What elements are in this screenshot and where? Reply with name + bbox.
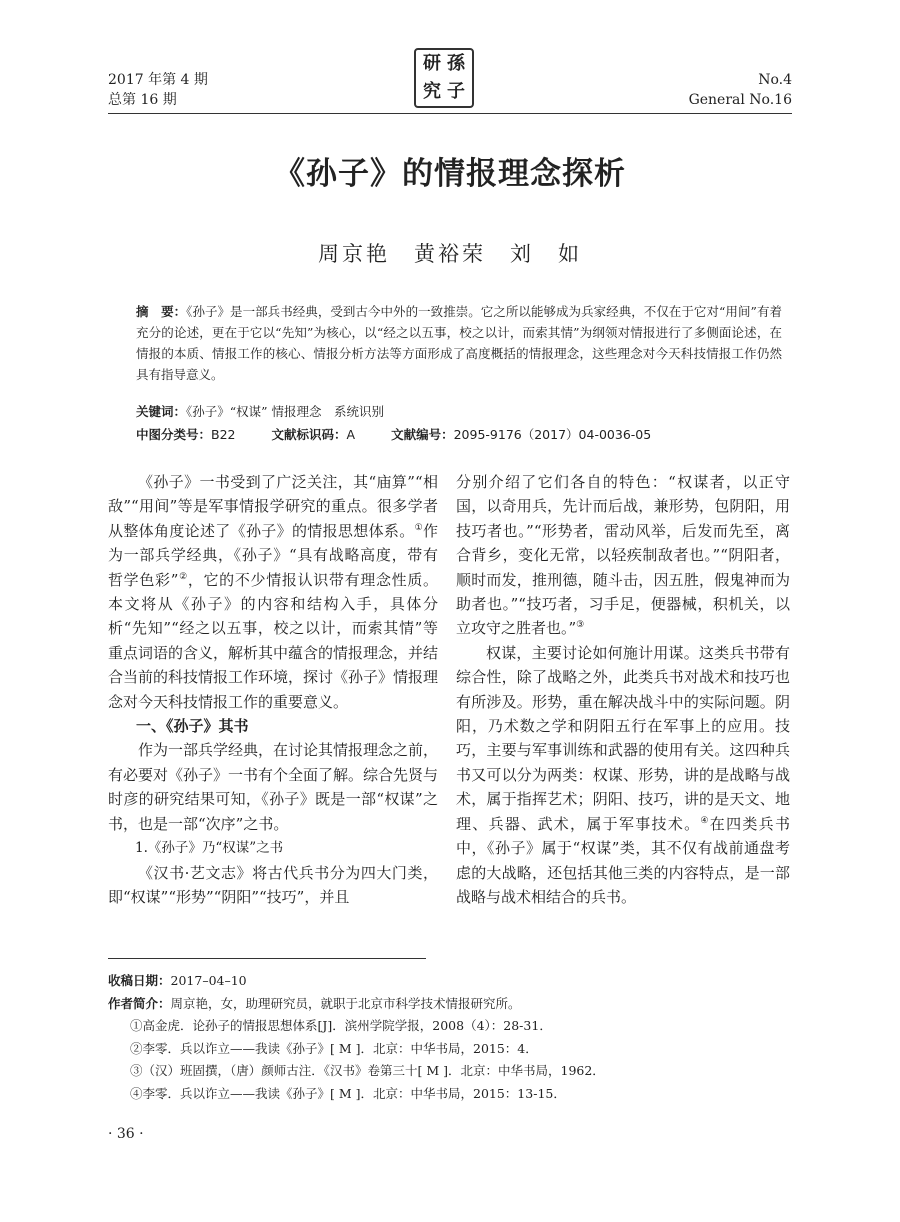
abstract-text: 《孙子》是一部兵书经典，受到古今中外的一致推崇。它之所以能够成为兵家经典，不仅在于它对“用间”有着充分的论述，更在于它以“先知”为核心，以“经之以五事，校之以计，而索其情”为纲领对情报进行了多侧面论述，在情报的本质、情报工作的核心、情报分析方法等方面形成了高度概括的情报理念，这些理念对今天科技情报工作仍然具有指导意义。 — [136, 304, 782, 382]
reference-item: ④李零．兵以诈立——我读《孙子》[ M ]．北京：中华书局，2015：13-15． — [130, 1085, 566, 1101]
logo-char: 孫 — [447, 53, 465, 74]
author-value: 周京艳，女，助理研究员，就职于北京市科学技术情报研究所。 — [170, 995, 521, 1011]
header-left — [108, 70, 208, 110]
footnote-ref: ① — [414, 522, 423, 533]
issue-year: 2017 年第 4 期 — [108, 72, 208, 88]
footnote-ref: ③ — [576, 620, 585, 631]
article-no-label: 文献编号： — [391, 427, 454, 442]
keywords-text: 《孙子》“权谋” 情报理念 系统识别 — [186, 404, 385, 419]
footnote-rule — [108, 958, 426, 959]
logo-char: 子 — [447, 81, 465, 102]
text-run: 权谋，主要讨论如何施计用谋。这类兵书带有综合性，除了战略之外，此类兵书对战术和技巧也有所涉及。形势，重在解决战斗中的实际问题。阴阳，乃术数之学和阴阳五行在军事上的应用。技巧，主要与军事训练和武器的使用有关。这四种兵书又可以分为两类：权谋、形势，讲的是战略与战术，属于指挥艺术；阴阳、技巧，讲的是天文、地理、兵器、武术，属于军事技术。 — [456, 643, 790, 833]
paragraph — [108, 470, 438, 714]
classification-line — [136, 425, 786, 445]
footnotes — [108, 970, 798, 1105]
footnote-ref: ② — [178, 571, 188, 582]
doc-code-value: A — [346, 427, 356, 442]
keywords — [136, 402, 786, 422]
text-run: 分别介绍了它们各自的特色：“权谋者，以正守国，以奇用兵，先计而后战，兼形势，包阴阳，用技巧者也。”“形势者，雷动风举，后发而先至，离合背乡，变化无常，以轻疾制敌者也。”“阴阳者，顺时而发，推刑德，随斗击，因五胜，假鬼神而为助者也。”“技巧者，习手足，便器械，积机关，以立攻守之胜者也。” — [456, 473, 790, 638]
body-column-left — [108, 470, 438, 909]
section-heading: 一、《孙子》其书 — [136, 717, 249, 736]
clc-label: 中图分类号： — [136, 427, 212, 442]
article-title: 《孙子》的情报理念探析 — [274, 156, 626, 192]
logo-char: 研 — [423, 53, 441, 74]
abstract — [136, 301, 782, 385]
received-label: 收稿日期： — [108, 973, 171, 988]
text-run: 作为一部兵学经典，《孙子》“具有战略高度，带有哲学色彩” — [108, 521, 438, 589]
received-value: 2017–04–10 — [170, 973, 247, 988]
received-date — [108, 970, 798, 993]
reference-item: ①高金虎．论孙子的情报思想体系[J]．滨州学院学报，2008（4）：28-31． — [130, 1018, 552, 1033]
article-authors: 周京艳 黄裕荣 刘 如 — [318, 242, 582, 266]
header-rule — [108, 113, 792, 114]
paragraph — [456, 641, 790, 909]
keywords-label: 关键词： — [136, 404, 187, 419]
author-bio — [108, 993, 798, 1016]
issue-number: No.4 — [758, 72, 792, 88]
text-run: ，它的不少情报认识带有理念性质。本文将从《孙子》的内容和结构入手，具体分析“先知”“经之以五事，校之以计，而索其情”等重点词语的含义，解析其中蕴含的情报理念，并结合当前的科技情报工作环境，探讨《孙子》情报理念对今天科技情报工作的重要意义。 — [108, 570, 439, 711]
logo-char: 究 — [423, 81, 441, 102]
footnote-ref: ④ — [700, 815, 710, 826]
page-number: · 36 · — [108, 1126, 144, 1142]
paragraph — [456, 470, 790, 641]
text-run: 在四类兵书中，《孙子》属于“权谋”类，其不仅有战前通盘考虑的大战略，还包括其他三类的内容特点，是一部战略与战术相结合的兵书。 — [456, 814, 790, 906]
author-label: 作者简介： — [108, 995, 171, 1011]
text-run: 《孙子》一书受到了广泛关注，其“庙算”“相敌”“用间”等是军事情报学研究的重点。很多学者从整体角度论述了《孙子》的情报思想体系。 — [108, 473, 438, 540]
article-no-value: 2095-9176（2017）04-0036-05 — [453, 427, 652, 442]
reference-item: ②李零．兵以诈立——我读《孙子》[ M ]．北京：中华书局，2015：4． — [130, 1040, 538, 1056]
abstract-label: 摘 要： — [136, 304, 187, 319]
clc-value: B22 — [211, 427, 236, 442]
subsection-heading: 1.《孙子》乃“权谋”之书 — [135, 840, 284, 857]
journal-logo — [414, 48, 474, 108]
doc-code-label: 文献标识码： — [271, 427, 347, 442]
body-column-right — [456, 470, 790, 909]
header-right — [689, 70, 792, 110]
paragraph: 作为一部兵学经典，在讨论其情报理念之前，有必要对《孙子》一书有个全面了解。综合先贤与时彦的研究结果可知，《孙子》既是一部“权谋”之书，也是一部“次序”之书。 — [108, 741, 439, 833]
paragraph: 《汉书·艺文志》将古代兵书分为四大门类，即“权谋”“形势”“阴阳”“技巧”，并且 — [108, 863, 438, 906]
reference-item: ③（汉）班固撰，（唐）颜师古注．《汉书》卷第三十[ M ]．北京：中华书局，1962． — [130, 1063, 605, 1078]
issue-total: 总第 16 期 — [108, 92, 177, 108]
general-number: General No.16 — [688, 92, 792, 108]
